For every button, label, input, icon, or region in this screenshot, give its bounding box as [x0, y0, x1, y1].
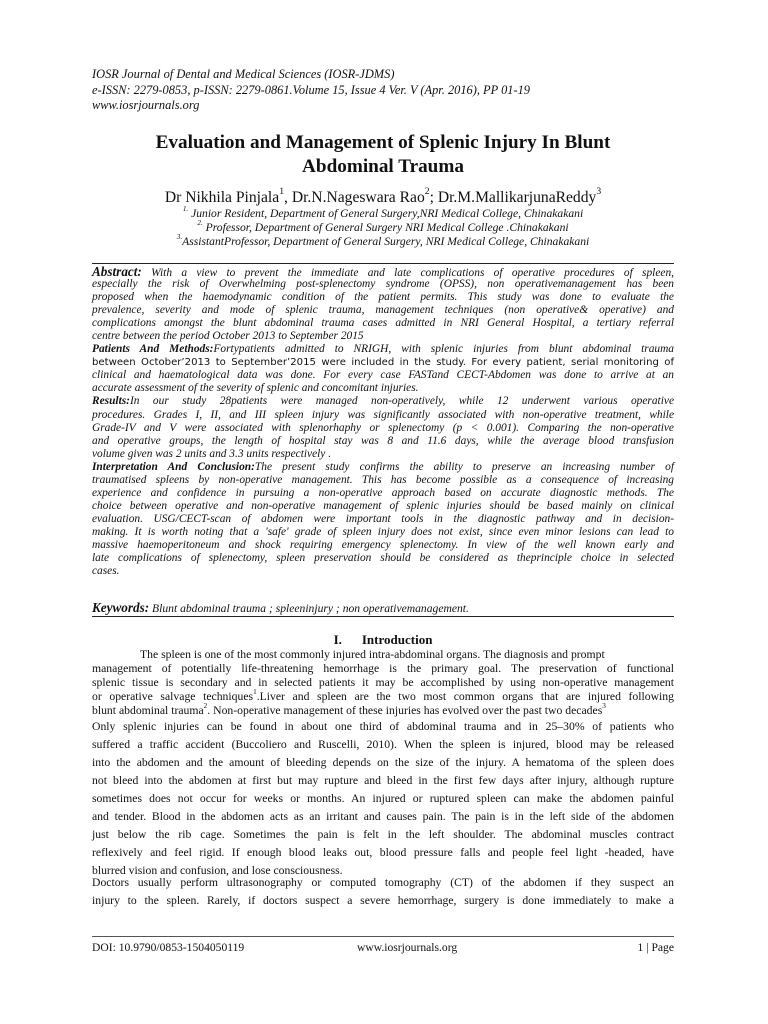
affiliation [92, 207, 674, 221]
introduction-paragraph [92, 648, 674, 880]
conclusion-line: cases. [92, 565, 120, 578]
conclusion-line: late complications of splenectomy, spleen preservation should be considered as theprinciple choice in selected [92, 552, 674, 565]
author-name: Dr.M.MallikarjunaReddy [437, 189, 597, 206]
body-line: splenic tissue is secondary and in selected patients it may be accomplished by using non-operative management [92, 676, 674, 690]
conclusion-text: The present study confirms the ability to preserve an increasing number of [254, 460, 674, 473]
conclusion-line: traumatised spleens by non-operative management. This has become possible as a consequence of increasing [92, 473, 674, 486]
abstract-block [92, 265, 674, 578]
results-line: and operative groups, the length of hospital stay was 8 and 11.6 days, while the average blood transfusion [92, 434, 674, 447]
body-line: sometimes does not occur for weeks or months. An injured or ruptured spleen can make the abdomen painful [92, 792, 674, 806]
body-text: or operative salvage techniques [92, 690, 254, 704]
affiliation [92, 235, 674, 249]
author-separator: ; [429, 189, 438, 206]
citation-mark: 1 [253, 688, 257, 697]
body-line: Only splenic injuries can be found in about one third of abdominal trauma and in 25–30% of patients who [92, 720, 674, 734]
body-line: not bleed into the abdomen at first but may rupture and bleed in the first few days after injury, although rupture [92, 774, 674, 788]
body-line: blurred vision and confusion, and lose consciousness. [92, 863, 343, 877]
page-footer [92, 940, 674, 956]
abstract-line: centre between the period October 2013 to September 2015 [92, 330, 364, 343]
journal-issn: e-ISSN: 2279-0853, p-ISSN: 2279-0861.Volume 15, Issue 4 Ver. V (Apr. 2016), PP 01-19 [92, 82, 530, 97]
author-affiliation-mark: 1 [279, 186, 285, 198]
body-line: Doctors usually perform ultrasonography or computed tomography (CT) of the abdomen if they suspect an [92, 876, 674, 889]
journal-website: www.iosrjournals.org [92, 98, 200, 113]
methods-text: Fortypatients admitted to NRIGH, with splenic injuries from blunt abdominal trauma [213, 343, 675, 356]
abstract-top-rule [92, 263, 674, 264]
section-heading [92, 632, 674, 648]
conclusion-line: making. It is worth noting that a 'safe' grade of spleen injury does not exist, since even minor lesions can lead to [92, 525, 674, 538]
footer-rule [92, 936, 674, 937]
abstract-line: complications amongst the blunt abdominal trauma cases admitted in NRI General Hospital, a tertiary referral [92, 317, 674, 330]
footer-doi: DOI: 10.9790/0853-1504050119 [92, 941, 245, 954]
abstract-bottom-rule [92, 616, 674, 617]
results-text: In our study 28patients were managed non-operatively, while 12 underwent various operative [129, 395, 674, 408]
journal-name: IOSR Journal of Dental and Medical Sciences (IOSR-JDMS) [92, 67, 395, 81]
author-affiliation-mark: 3 [596, 186, 602, 198]
section-title: Introduction [361, 632, 433, 647]
affiliation-text: Professor, Department of General Surgery NRI Medical College .Chinakakani [202, 221, 569, 234]
results-line: procedures. Grades I, II, and III spleen injury was significantly associated with non-operative treatment, while [92, 408, 674, 421]
body-line: just below the rib cage. Sometimes the pain is felt in the left shoulder. The abdominal muscles contract [92, 827, 674, 841]
affiliation-mark: 3. [176, 233, 183, 242]
keywords-text: Blunt abdominal trauma ; spleeninjury ; non operativemanagement. [149, 602, 469, 615]
abstract-line: prevalence, severity and mode of splenic trauma, management techniques (non operative& operative) and [92, 304, 674, 317]
citation-mark: 2 [203, 702, 208, 711]
conclusion-line [92, 461, 674, 474]
conclusion-heading: Interpretation And Conclusion: [92, 460, 255, 473]
conclusion-line: evaluation. USG/CECT-scan of abdomen were important tools in the diagnostic pathway and in decision- [92, 512, 674, 525]
methods-line [92, 343, 674, 356]
author-name: Dr Nikhila Pinjala [164, 189, 280, 206]
body-line [92, 704, 674, 718]
affiliation-list [92, 207, 674, 249]
methods-line: accurate assessment of the severity of splenic and concomitant injuries. [92, 382, 419, 395]
footer-page-number: 1 | Page [637, 941, 674, 954]
abstract-line: especially the risk of Overwhelming post-splenectomy syndrome (OPSS), non operativemanagement has been [92, 278, 674, 291]
conclusion-line: experience and confidence in pursuing a non-operative approach based on accurate diagnostic methods. The [92, 486, 674, 499]
citation-mark: 3 [602, 702, 606, 711]
affiliation-text: AssistantProfessor, Department of General Surgery, NRI Medical College, Chinakakani [182, 235, 590, 248]
results-line: volume given was 2 units and 3.3 units respectively . [92, 447, 332, 460]
keywords-line [92, 601, 674, 616]
author-name: Dr.N.Nageswara Rao [291, 189, 425, 206]
paper-title-line-2: Abdominal Trauma [302, 156, 464, 177]
conclusion-line: massive haemoperitoneum and shock requiring emergency splenectomy. In view of the well known early and [92, 538, 674, 551]
author-separator: , [284, 189, 292, 206]
abstract-text: With a view to prevent the immediate and late complications of operative procedures of spleen, [141, 267, 674, 279]
body-line: suffered a traffic accident (Buccoliero and Ruscelli, 2010). When the spleen is injured, blood may be released [92, 738, 674, 752]
body-text: .Liver and spleen are the two most common organs that are injured following [256, 690, 674, 704]
results-line [92, 395, 674, 408]
methods-heading: Patients And Methods: [92, 343, 214, 356]
author-list [92, 188, 674, 208]
paper-title [92, 131, 674, 179]
abstract-line [92, 265, 674, 278]
affiliation-text: Junior Resident, Department of General Surgery,NRI Medical College, Chinakakani [188, 207, 584, 220]
keywords-heading: Keywords: [92, 600, 150, 615]
body-line [92, 690, 674, 704]
introduction-paragraph-2 [92, 874, 674, 910]
abstract-line: proposed when the haemodynamic condition of the patient permits. This study was done to evaluate the [92, 291, 674, 304]
journal-header [92, 67, 674, 114]
methods-line: between October’2013 to September’2015 were included in the study. For every patient, serial monitoring of [92, 357, 674, 369]
affiliation-mark: 1. [182, 205, 189, 214]
section-number: I. [333, 632, 342, 647]
body-line: reflexively and feel rigid. If enough blood leaks out, blood pressure falls and people feel light -headed, have [92, 845, 674, 859]
abstract-heading: Abstract: [92, 264, 142, 279]
author-affiliation-mark: 2 [424, 186, 430, 198]
footer-website: www.iosrjournals.org [357, 941, 458, 954]
conclusion-line: choice between operative and non-operative management of splenic injuries should be based mainly on clinical [92, 499, 674, 512]
body-text: . Non-operative management of these injuries has evolved over the past two decades [207, 704, 603, 718]
results-heading: Results: [92, 395, 130, 408]
methods-line: clinical and haematological data was done. For every case FASTand CECT-Abdomen was done to arrive at an [92, 369, 674, 382]
body-text: blunt abdominal trauma [92, 704, 204, 718]
body-line: into the abdomen and the amount of bleeding depends on the size of the injury. A hematoma of the spleen does [92, 756, 674, 770]
body-line: injury to the spleen. Rarely, if doctors suspect a severe hemorrhage, surgery is done immediately to make a [92, 894, 674, 907]
affiliation-mark: 2. [197, 219, 203, 228]
results-line: Grade-IV and V were associated with splenorhaphy or splenectomy (p < 0.001). Comparing the non-operative [92, 421, 674, 434]
body-line: and tender. Blood in the abdomen acts as an irritant and causes pain. The pain is in the left side of the abdomen [92, 810, 674, 823]
paper-title-line-1: Evaluation and Management of Splenic Injury In Blunt [155, 132, 611, 153]
body-line: The spleen is one of the most commonly injured intra-abdominal organs. The diagnosis and prompt [140, 648, 605, 661]
body-line: management of potentially life-threatening hemorrhage is the primary goal. The preservation of functional [92, 662, 674, 676]
